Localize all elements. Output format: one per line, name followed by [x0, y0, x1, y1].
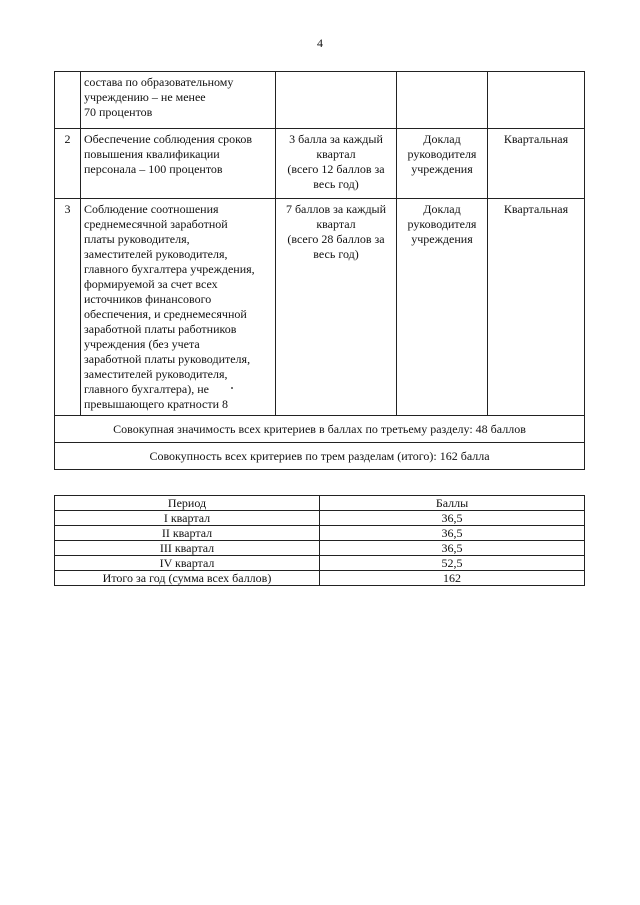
criterion-description-line: заместителей руководителя, [84, 247, 228, 261]
criteria-row [55, 72, 585, 129]
criterion-points-line: квартал [316, 217, 356, 231]
criterion-number [55, 72, 81, 129]
criterion-description-line: среднемесячной заработной [84, 217, 228, 231]
period-table-header [55, 496, 585, 511]
criterion-description-line: учреждению – не менее [84, 90, 206, 104]
criterion-period [488, 72, 585, 129]
criterion-description-line: заработной платы работников [84, 322, 237, 336]
criterion-report-line: руководителя [407, 217, 477, 231]
criterion-description-line: Соблюдение соотношения [84, 202, 219, 216]
criterion-points [276, 72, 397, 129]
criterion-points-line: весь год) [313, 177, 359, 191]
points-cell: 162 [320, 571, 585, 586]
criteria-table [54, 71, 585, 470]
criterion-report [397, 199, 488, 416]
criterion-points-line: (всего 28 баллов за [287, 232, 385, 246]
criterion-points-line: квартал [316, 147, 356, 161]
period-row [55, 526, 585, 541]
criterion-description-line: превышающего кратности 8 [84, 397, 228, 411]
period-cell: IV квартал [55, 556, 320, 571]
criterion-description [81, 72, 276, 129]
criteria-row [55, 199, 585, 416]
criterion-report [397, 72, 488, 129]
criterion-description-line: заместителей руководителя, [84, 367, 228, 381]
criterion-points-line: весь год) [313, 247, 359, 261]
criterion-report-line: Доклад [423, 132, 461, 146]
section-summary: Совокупная значимость всех критериев в баллах по третьему разделу: 48 баллов [55, 416, 585, 443]
criterion-description-line: обеспечения, и среднемесячной [84, 307, 247, 321]
criterion-points-line: 3 балла за каждый [289, 132, 383, 146]
points-cell: 52,5 [320, 556, 585, 571]
period-row [55, 541, 585, 556]
summary-row [55, 416, 585, 443]
criterion-description [81, 199, 276, 416]
points-cell: 36,5 [320, 541, 585, 556]
criterion-description-line: главного бухгалтера), не [84, 382, 209, 396]
period-row [55, 511, 585, 526]
criterion-report-line: руководителя [407, 147, 477, 161]
criterion-report-line: учреждения [411, 162, 473, 176]
criterion-description-line: главного бухгалтера учреждения, [84, 262, 255, 276]
criterion-points [276, 199, 397, 416]
period-table [54, 495, 585, 586]
criterion-points-line: 7 баллов за каждый [285, 202, 387, 216]
criterion-report [397, 129, 488, 199]
criterion-number: 3 [55, 199, 81, 416]
criterion-points [276, 129, 397, 199]
period-cell: II квартал [55, 526, 320, 541]
criteria-row [55, 129, 585, 199]
points-cell: 36,5 [320, 526, 585, 541]
criterion-report-line: учреждения [411, 232, 473, 246]
period-cell: Итого за год (сумма всех баллов) [55, 571, 320, 586]
criterion-points-line: (всего 12 баллов за [287, 162, 385, 176]
criterion-description-line: 70 процентов [84, 105, 153, 119]
scan-artifact [231, 387, 233, 389]
criterion-description-line: платы руководителя, [84, 232, 190, 246]
page-number: 4 [317, 36, 323, 50]
criterion-description-line: формируемой за счет всех [84, 277, 218, 291]
summary-row [55, 443, 585, 470]
total-summary: Совокупность всех критериев по трем разделам (итого): 162 балла [55, 443, 585, 470]
criterion-number: 2 [55, 129, 81, 199]
points-header: Баллы [320, 496, 585, 511]
period-cell: III квартал [55, 541, 320, 556]
points-cell: 36,5 [320, 511, 585, 526]
criterion-description-line: повышения квалификации [84, 147, 220, 161]
criterion-description-line: состава по образовательному [84, 75, 234, 89]
criterion-period: Квартальная [488, 199, 585, 416]
criterion-description-line: Обеспечение соблюдения сроков [84, 132, 253, 146]
period-header: Период [55, 496, 320, 511]
criterion-description-line: заработной платы руководителя, [84, 352, 251, 366]
criterion-description-line: персонала – 100 процентов [84, 162, 223, 176]
criterion-description-line: учреждения (без учета [84, 337, 200, 351]
period-row [55, 571, 585, 586]
period-row [55, 556, 585, 571]
period-cell: I квартал [55, 511, 320, 526]
criterion-period: Квартальная [488, 129, 585, 199]
criterion-report-line: Доклад [423, 202, 461, 216]
criterion-description-line: источников финансового [84, 292, 212, 306]
criterion-description [81, 129, 276, 199]
